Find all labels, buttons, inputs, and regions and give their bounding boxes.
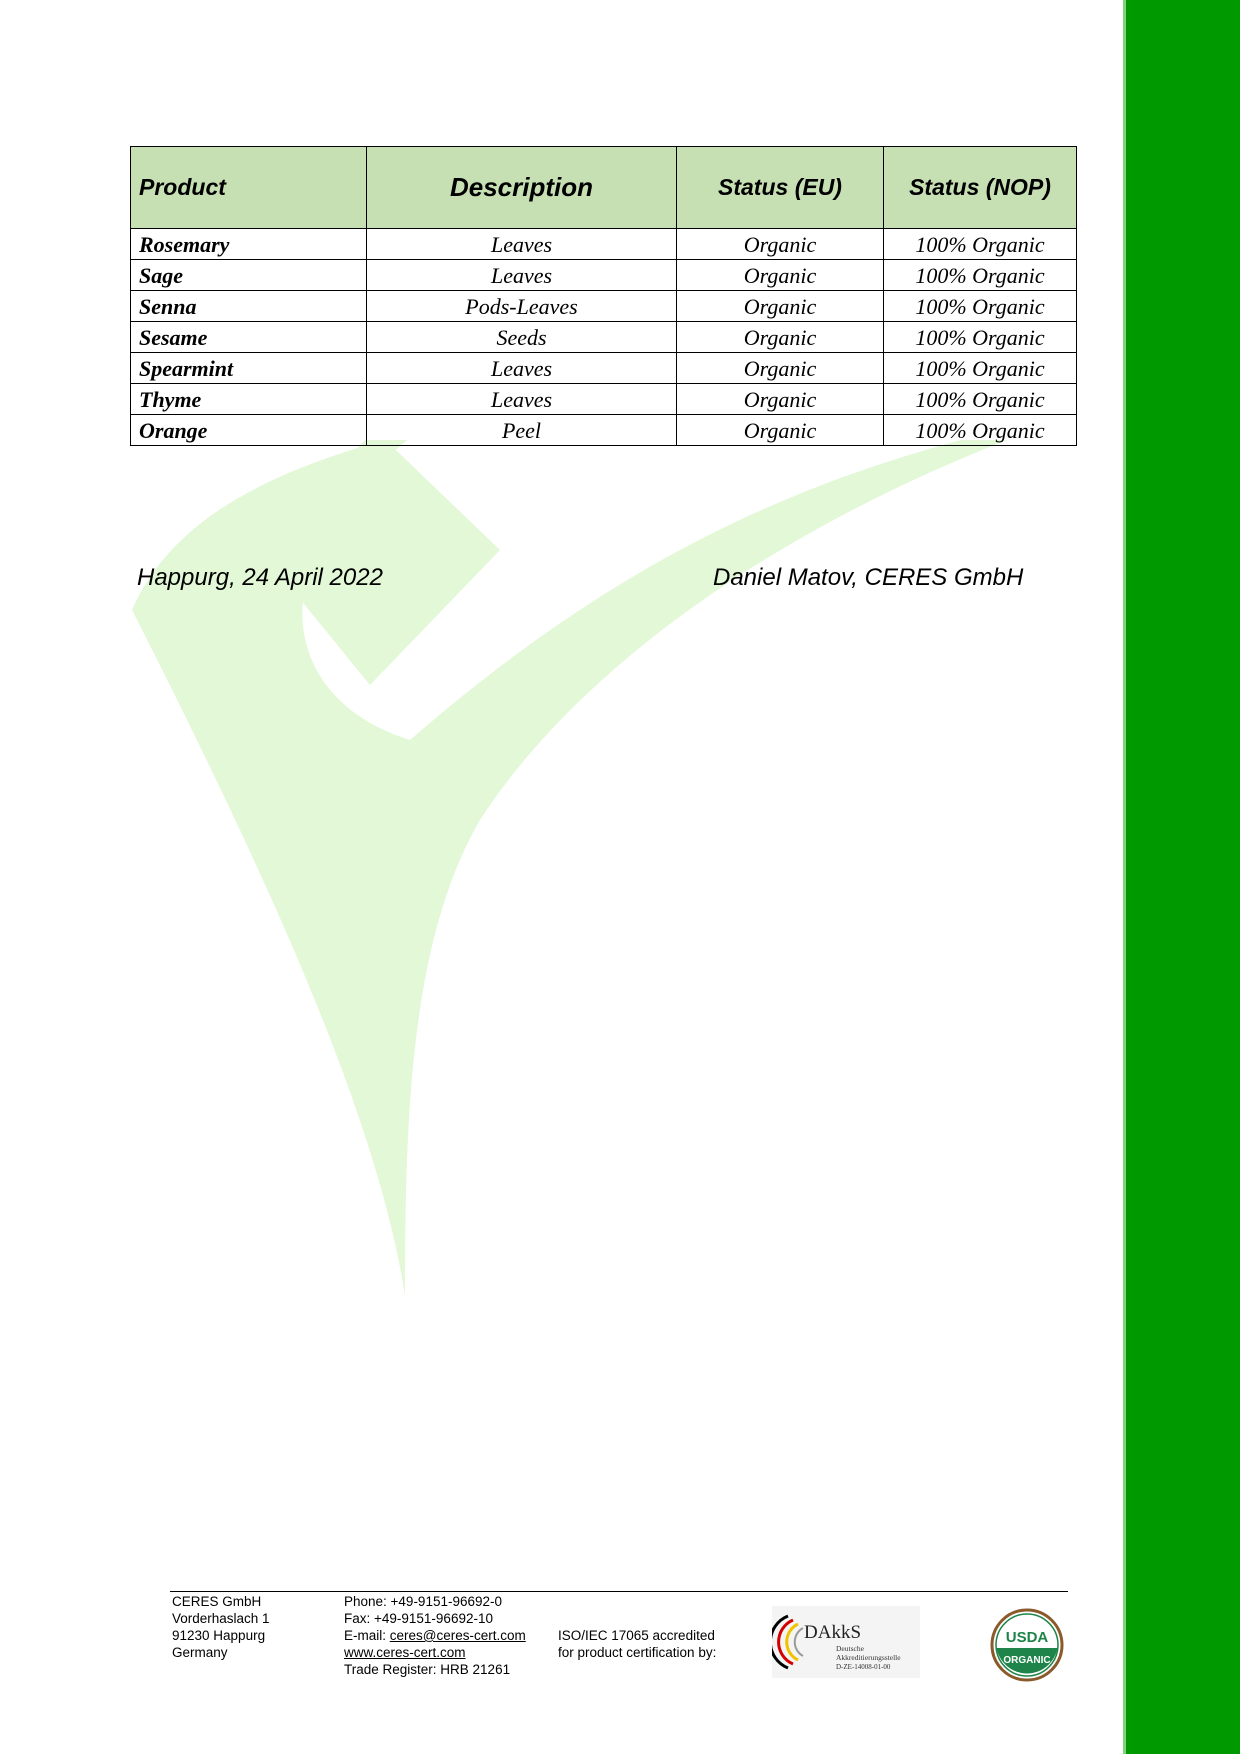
cell-status-nop: 100% Organic xyxy=(884,384,1077,415)
footer-website-line xyxy=(344,1644,526,1661)
footer-email-link[interactable]: ceres@ceres-cert.com xyxy=(389,1628,526,1643)
footer-contact xyxy=(344,1593,526,1678)
header-product: Product xyxy=(131,147,367,229)
footer-country: Germany xyxy=(172,1645,228,1660)
dakks-logo-icon xyxy=(772,1606,920,1678)
footer-email-line xyxy=(344,1627,526,1644)
usda-organic-seal-icon xyxy=(990,1608,1064,1682)
footer-company: CERES GmbH xyxy=(172,1594,262,1609)
cell-product: Thyme xyxy=(131,384,367,415)
usda-seal-top-text: USDA xyxy=(1005,1629,1049,1646)
footer-fax: Fax: +49-9151-96692-10 xyxy=(344,1611,493,1626)
table-row xyxy=(131,229,1077,260)
cell-description: Leaves xyxy=(367,260,677,291)
table-row xyxy=(131,291,1077,322)
table-row xyxy=(131,415,1077,446)
table-header-row xyxy=(131,147,1077,229)
product-certification-table xyxy=(130,146,1077,446)
cell-description: Leaves xyxy=(367,229,677,260)
footer-website-link[interactable]: www.ceres-cert.com xyxy=(344,1645,466,1660)
footer-email-prefix: E-mail: xyxy=(344,1628,390,1643)
cell-status-nop: 100% Organic xyxy=(884,415,1077,446)
footer-divider xyxy=(170,1591,1068,1592)
cell-status-eu: Organic xyxy=(677,415,884,446)
dakks-logo-line-2: Akkreditierungsstelle xyxy=(836,1653,901,1662)
footer-address xyxy=(172,1593,270,1661)
cell-status-nop: 100% Organic xyxy=(884,322,1077,353)
dakks-logo-line-1: Deutsche xyxy=(836,1644,864,1653)
footer-accreditation xyxy=(558,1627,716,1661)
cell-product: Orange xyxy=(131,415,367,446)
cell-status-eu: Organic xyxy=(677,229,884,260)
accreditation-line-1: ISO/IEC 17065 accredited xyxy=(558,1628,715,1643)
cell-product: Senna xyxy=(131,291,367,322)
cell-description: Peel xyxy=(367,415,677,446)
table-row xyxy=(131,353,1077,384)
header-status-nop: Status (NOP) xyxy=(884,147,1077,229)
cell-description: Pods-Leaves xyxy=(367,291,677,322)
cell-description: Seeds xyxy=(367,322,677,353)
cell-description: Leaves xyxy=(367,384,677,415)
cell-status-eu: Organic xyxy=(677,260,884,291)
cell-status-eu: Organic xyxy=(677,291,884,322)
cell-status-nop: 100% Organic xyxy=(884,291,1077,322)
footer-trade-register: Trade Register: HRB 21261 xyxy=(344,1662,511,1677)
dakks-logo-name: DAkkS xyxy=(804,1622,862,1643)
table-row xyxy=(131,260,1077,291)
footer-street: Vorderhaslach 1 xyxy=(172,1611,270,1626)
cell-status-nop: 100% Organic xyxy=(884,229,1077,260)
cell-status-eu: Organic xyxy=(677,322,884,353)
cell-product: Sesame xyxy=(131,322,367,353)
footer-phone: Phone: +49-9151-96692-0 xyxy=(344,1594,503,1609)
usda-seal-bottom-text: ORGANIC xyxy=(1003,1655,1051,1666)
cell-product: Sage xyxy=(131,260,367,291)
accreditation-line-2: for product certification by: xyxy=(558,1645,717,1660)
cell-status-nop: 100% Organic xyxy=(884,260,1077,291)
table-row xyxy=(131,322,1077,353)
side-green-bar xyxy=(1123,0,1240,1754)
cell-status-eu: Organic xyxy=(677,384,884,415)
header-status-eu: Status (EU) xyxy=(677,147,884,229)
cell-product: Spearmint xyxy=(131,353,367,384)
table-row xyxy=(131,384,1077,415)
cell-status-nop: 100% Organic xyxy=(884,353,1077,384)
cell-description: Leaves xyxy=(367,353,677,384)
footer-city: 91230 Happurg xyxy=(172,1628,266,1643)
place-and-date: Happurg, 24 April 2022 xyxy=(137,564,383,591)
cell-product: Rosemary xyxy=(131,229,367,260)
header-description: Description xyxy=(367,147,677,229)
dakks-logo-line-3: D-ZE-14008-01-00 xyxy=(836,1663,891,1671)
signatory: Daniel Matov, CERES GmbH xyxy=(713,564,1024,591)
cell-status-eu: Organic xyxy=(677,353,884,384)
